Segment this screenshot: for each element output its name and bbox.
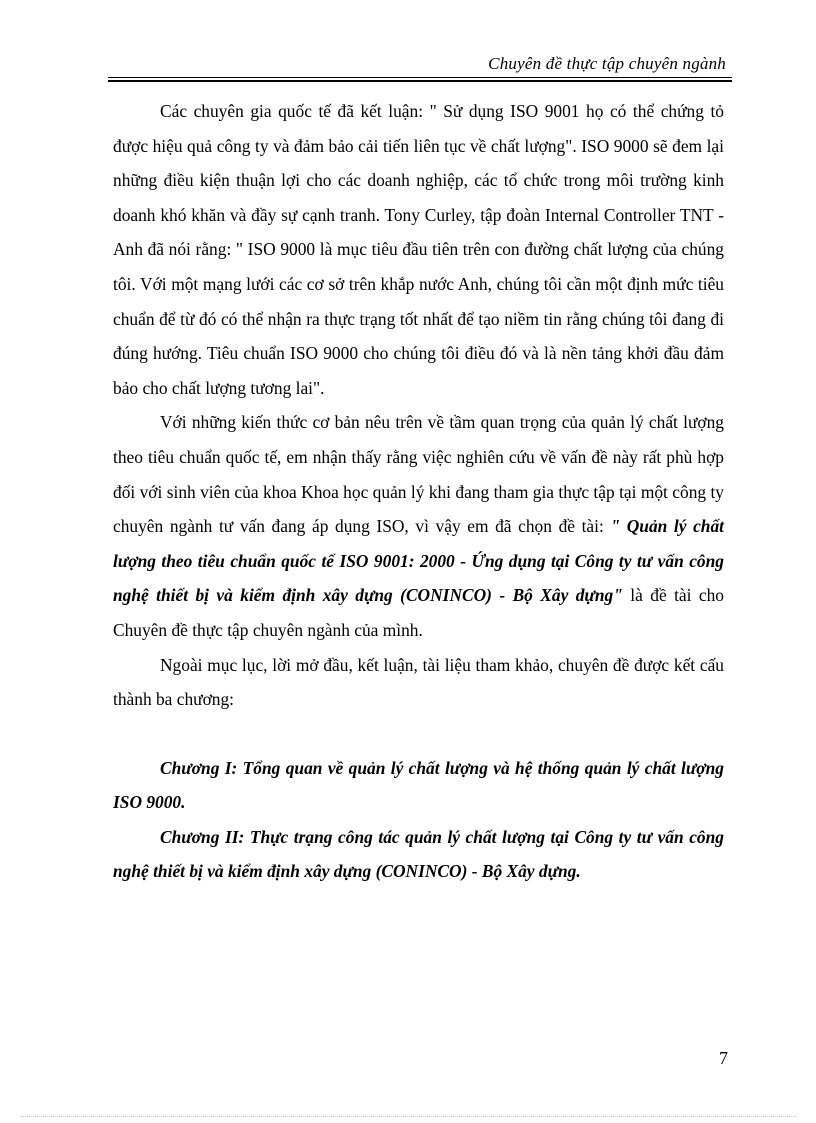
topic-title: " Quản lý chất lượng theo tiêu chuẩn quốc tế ISO 9001: 2000 - Ứng dụng tại Công ty tư vấn công nghệ thiết bị và kiểm định xây dựng (CONINCO) - Bộ Xây dựng" — [113, 516, 725, 606]
body-text — [113, 94, 724, 889]
header-rule-thin — [108, 77, 732, 78]
header-rule-thick — [108, 80, 732, 82]
paragraph-experts-conclusion: Các chuyên gia quốc tế đã kết luận: " Sử dụng ISO 9001 họ có thể chứng tỏ được hiệu quả công ty và đảm bảo cải tiến liên tục về chất lượng". ISO 9000 sẽ đem lại những điều kiện thuận lợi cho các doanh nghiệp, các tổ chức trong môi trường kinh doanh khó khăn và đầy sự cạnh tranh. Tony Curley, tập đoàn Internal Controller TNT - Anh đã nói rằng: " ISO 9000 là mục tiêu đầu tiên trên con đường chất lượng của chúng tôi. Với một mạng lưới các cơ sở trên khắp nước Anh, chúng tôi cần một định mức tiêu chuẩn để từ đó có thể nhận ra thực trạng tốt nhất để tạo niềm tin rằng chúng tôi đang đi đúng hướng. Tiêu chuẩn ISO 9000 cho chúng tôi điều đó và là nền tảng khởi đầu đảm bảo cho chất lượng tương lai". — [113, 101, 724, 398]
topic-intro-text: Với những kiến thức cơ bản nêu trên về tầm quan trọng của quản lý chất lượng theo tiêu chuẩn quốc tế, em nhận thấy rằng việc nghiên cứu về vấn đề này rất phù hợp đối với sinh viên của khoa Khoa học quản lý khi đang tham gia thực tập tại một công ty chuyên ngành tư vấn đang áp dụng ISO, vì vậy em đã chọn đề tài: — [113, 412, 724, 537]
chapter-1: Chương I: Tổng quan về quản lý chất lượng và hệ thống quản lý chất lượng ISO 9000. — [113, 757, 724, 813]
blank-line — [113, 717, 724, 751]
topic-outro-text: là đề tài cho Chuyên đề thực tập chuyên ngành của mình. — [113, 585, 724, 640]
header-title: Chuyên đề thực tập chuyên ngành — [488, 54, 726, 73]
page-number: 7 — [719, 1048, 728, 1068]
paragraph-structure: Ngoài mục lục, lời mở đầu, kết luận, tài liệu tham khảo, chuyên đề được kết cấu thành ba chương: — [113, 654, 724, 710]
paragraph-topic-selection — [113, 405, 724, 647]
page-bottom-border — [20, 1116, 796, 1117]
chapter-2: Chương II: Thực trạng công tác quản lý chất lượng tại Công ty tư vấn công nghệ thiết bị và kiểm định xây dựng (CONINCO) - Bộ Xây dựng. — [113, 826, 724, 882]
page-header — [108, 48, 732, 78]
